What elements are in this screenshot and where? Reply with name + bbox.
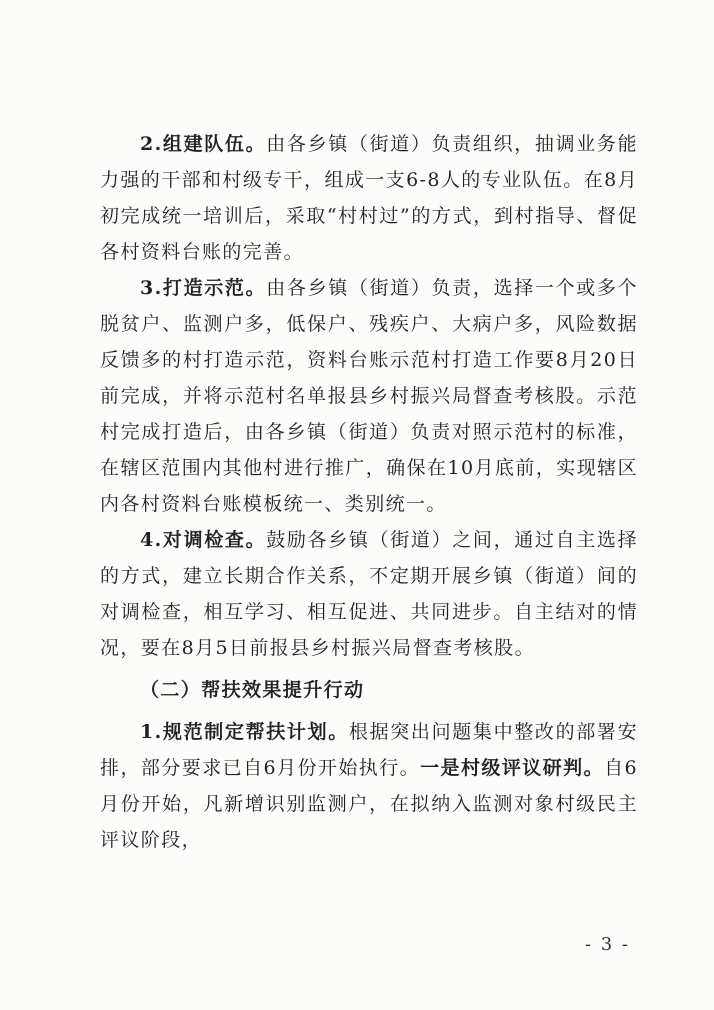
- document-body: [100, 126, 638, 858]
- paragraph-text: 根据突出问题集中整改的部署安排，部分要求已自6月份开始执行。: [100, 721, 638, 779]
- paragraph-build-demo: [100, 270, 638, 522]
- paragraph-text: 由各乡镇（街道）负责组织，抽调业务能力强的干部和村级专干，组成一支6-8人的专业队伍。在8月初完成统一培训后，采取“村村过”的方式，到村指导、督促各村资料台账的完善。: [100, 133, 639, 263]
- paragraph-lead: 2.组建队伍。: [140, 133, 267, 155]
- paragraph-lead: 1.规范制定帮扶计划。: [140, 721, 349, 743]
- inline-bold-text: 一是村级评议研判。: [420, 757, 605, 779]
- paragraph-lead: 4.对调检查。: [140, 529, 267, 551]
- section-heading: （二）帮扶效果提升行动: [140, 679, 365, 701]
- paragraph-form-team: [100, 126, 638, 270]
- paragraph-text: 自6月份开始，凡新增识别监测户，在拟纳入监测对象村级民主评议阶段，: [100, 757, 638, 851]
- paragraph-text: 鼓励各乡镇（街道）之间，通过自主选择的方式，建立长期合作关系，不定期开展乡镇（街道）间的对调检查，相互学习、相互促进、共同进步。自主结对的情况，要在8月5日前报县乡村振兴局督查考核股。: [100, 529, 639, 659]
- paragraph-text: 由各乡镇（街道）负责，选择一个或多个脱贫户、监测户多，低保户、残疾户、大病户多，风险数据反馈多的村打造示范，资料台账示范村打造工作要8月20日前完成，并将示范村名单报县乡村振兴局督查考核股。示范村完成打造后，由各乡镇（街道）负责对照示范村的标准，在辖区范围内其他村进行推广，确保在10月底前，实现辖区内各村资料台账模板统一、类别统一。: [100, 277, 639, 515]
- page-number: - 3 -: [584, 934, 630, 955]
- paragraph-lead: 3.打造示范。: [140, 277, 267, 299]
- paragraph-assistance-plan: [100, 714, 638, 858]
- paragraph-cross-check: [100, 522, 638, 666]
